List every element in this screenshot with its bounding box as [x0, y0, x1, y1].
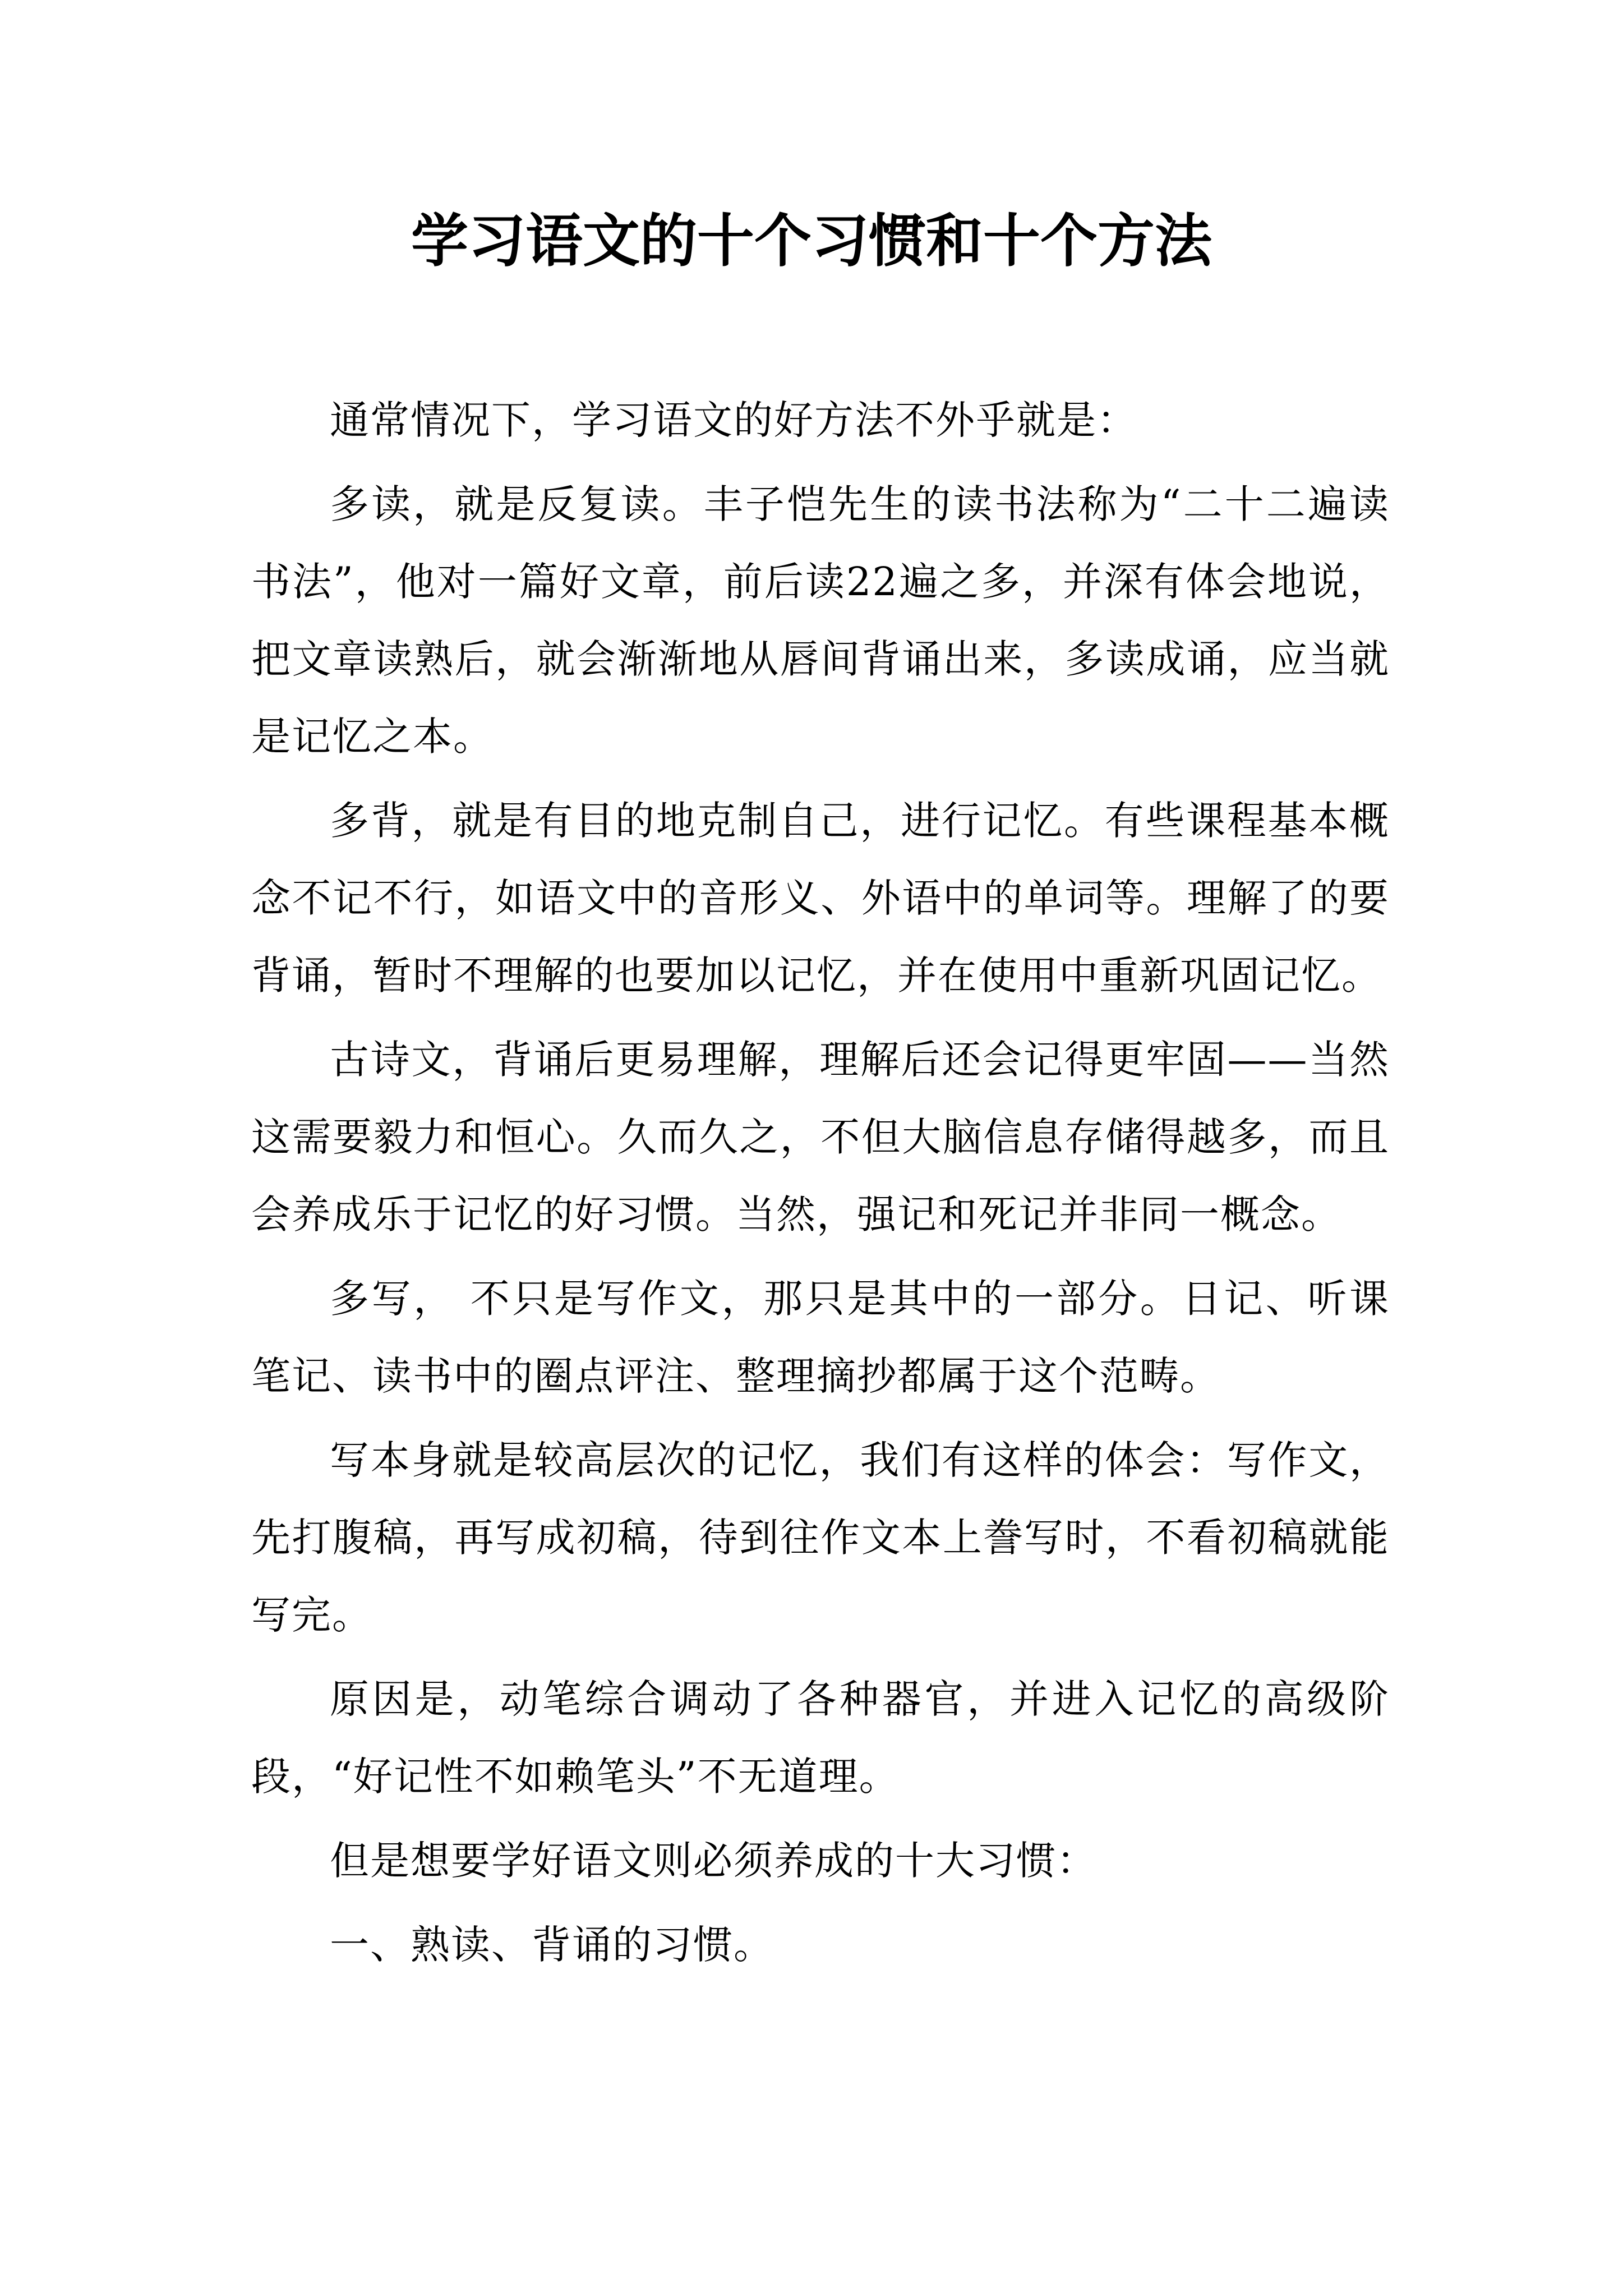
paragraph-reason: 原因是，动笔综合调动了各种器官，并进入记忆的高级阶段，“好记性不如赖笔头”不无道理。	[251, 1676, 1390, 1800]
paragraph-read-more: 多读，就是反复读。丰子恺先生的读书法称为“二十二遍读书法”，他对一篇好文章，前后读22遍之多，并深有体会地说，把文章读熟后，就会渐渐地从唇间背诵出来，多读成诵，应当就是记忆之本。	[251, 481, 1390, 760]
document-body	[251, 381, 1390, 1984]
paragraph-intro: 通常情况下，学习语文的好方法不外乎就是：	[330, 397, 1137, 443]
paragraph-ten-habits: 但是想要学好语文则必须养成的十大习惯：	[330, 1838, 1097, 1884]
paragraph-write-more: 多写， 不只是写作文，那只是其中的一部分。日记、听课笔记、读书中的圈点评注、整理摘抄都属于这个范畴。	[251, 1276, 1390, 1399]
paragraph-habit-one: 一、熟读、背诵的习惯。	[330, 1922, 774, 1968]
paragraph-writing-memory: 写本身就是较高层次的记忆，我们有这样的体会：写作文，先打腹稿，再写成初稿，待到往作文本上誊写时，不看初稿就能写完。	[251, 1437, 1390, 1638]
paragraph-ancient-poems: 古诗文，背诵后更易理解，理解后还会记得更牢固——当然这需要毅力和恒心。久而久之，不但大脑信息存储得越多，而且会养成乐于记忆的好习惯。当然，强记和死记并非同一概念。	[251, 1037, 1390, 1237]
paragraph-recite-more: 多背，就是有目的地克制自己，进行记忆。有些课程基本概念不记不行，如语文中的音形义、外语中的单词等。理解了的要背诵，暂时不理解的也要加以记忆，并在使用中重新巩固记忆。	[251, 798, 1390, 999]
document-title: 学习语文的十个习惯和十个方法	[411, 208, 1212, 275]
